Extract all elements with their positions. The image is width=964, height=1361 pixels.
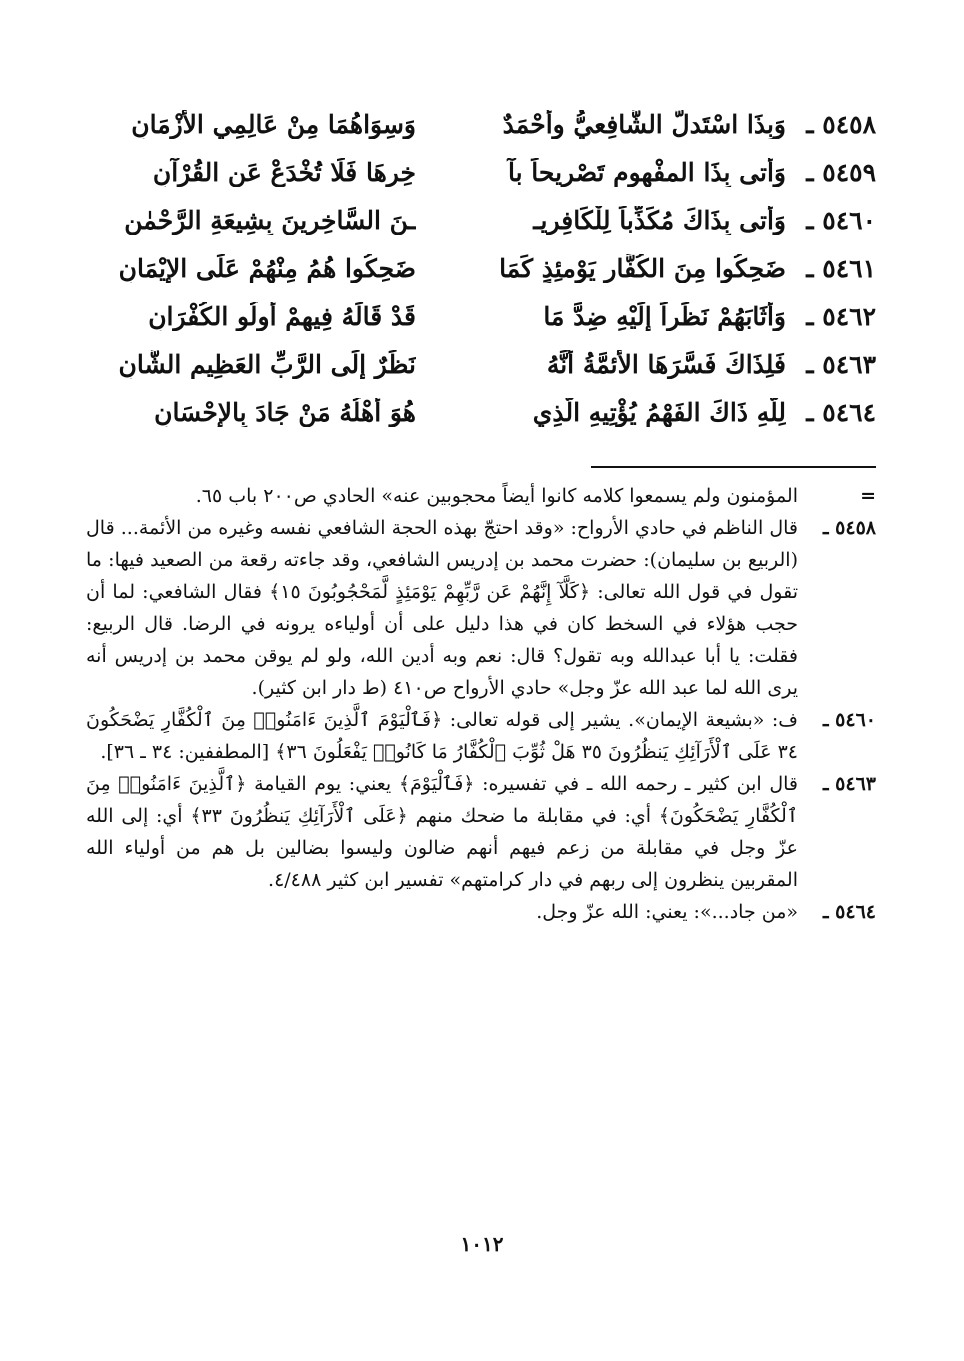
page-number: ١٠١٢ — [460, 1232, 504, 1256]
verse-first-hemistich: وَأتى بِذَاكَ مُكَذِّباً لِلْكَافِريـ — [533, 205, 786, 235]
footnote — [86, 512, 876, 704]
verse-number: ٥٤٦٢ ـ — [806, 301, 876, 331]
verse-number: ٥٤٦١ ـ — [806, 253, 876, 283]
verse-second-hemistich: ضَحِكُوا هُمُ مِنْهُمْ عَلَى الإيْمَانِ — [118, 253, 416, 283]
verse-second-hemistich: ـنَ السَّاخِرِينَ بِشِيعَةِ الرَّحْمٰنِ — [124, 205, 416, 235]
poem-verses — [76, 100, 876, 436]
footnotes — [86, 480, 876, 928]
footnote-text: قال الناظم في حادي الأرواح: «وقد احتجّ بهذه الحجة الشافعي نفسه وغيره من الأئمة... قال (الربيع بن سليمان): حضرت محمد بن إدريس الشافعي، وقد جاءته رقعة من الصعيد فيها: ما تقول في قول الله تعالى: ﴿كَلَّآ إِنَّهُمْ عَن رَّبِّهِمْ يَوْمَئِذٍ لَّمَحْجُوبُونَ ١٥﴾ فقال الشافعي: لما أن حجب هؤلاء في السخط كان في هذا دليل على أن أولياءه يرونه في الرضا. قال الربيع: فقلت: يا أبا عبدالله وبه تقول؟ قال: نعم وبه أدين الله، ولو لم يوقن محمد بن إدريس أنه يرى الله لما عبد الله عزّ وجل» حادي الأرواح ص٤١٠ (ط دار ابن كثير). — [86, 517, 798, 699]
verse-first-hemistich: وَأَثَابَهُمْ نَظَراً إِلَيْهِ ضِدَّ مَا — [543, 301, 786, 331]
footnote — [86, 768, 876, 896]
footnote-text: ف: «بشيعة الإيمان». يشير إلى قوله تعالى: ﴿فَٱلْيَوْمَ ٱلَّذِينَ ءَامَنُوا۟ مِنَ ٱلْكُفَّارِ يَضْحَكُونَ ٣٤ عَلَى ٱلْأَرَآئِكِ يَنظُرُونَ ٣٥ هَلْ ثُوِّبَ ٱلْكُفَّارُ مَا كَانُوا۟ يَفْعَلُونَ ٣٦﴾ [المطففين: ٣٤ ـ ٣٦]. — [86, 709, 798, 763]
footnote — [86, 480, 876, 512]
footnote-text: «من جاد...»: يعني: الله عزّ وجل. — [536, 901, 798, 923]
verse-second-hemistich: نَظَرٌ إِلَى الرَّبِّ العَظِيمِ الشَّانِ — [118, 349, 416, 379]
footnote-text: قال ابن كثير ـ رحمه الله ـ في تفسيره: ﴿فَٱلْيَوْمَ﴾ يعني: يوم القيامة ﴿ٱلَّذِينَ ءَامَنُوا۟ مِنَ ٱلْكُفَّارِ يَضْحَكُونَ﴾ أي: في مقابلة ما ضحك منهم ﴿عَلَى ٱلْأَرَآئِكِ يَنظُرُونَ ٣٣﴾ أي: إلى الله عزّ وجل في مقابلة من زعم فيهم أنهم ضالون وليسوا بضالين بل هم من أولياء الله المقربين ينظرون إلى ربهم في دار كرامتهم» تفسير ابن كثير ٤/٤٨٨. — [86, 773, 798, 891]
verse-number: ٥٤٦٤ ـ — [806, 397, 876, 427]
footnote-number: ٥٤٦٤ ـ — [822, 901, 876, 923]
verse-row — [76, 148, 876, 196]
verse-row — [76, 196, 876, 244]
footnote-number: ٥٤٦٠ ـ — [822, 709, 876, 731]
verse-row — [76, 340, 876, 388]
verse-number: ٥٤٥٩ ـ — [806, 157, 876, 187]
verse-first-hemistich: لِلَّهِ ذَاكَ الفَهْمُ يُؤْتِيهِ الَّذِي — [532, 397, 786, 427]
footnote-text: المؤمنون ولم يسمعوا كلامه كانوا أيضاً محجوبين عنه» الحادي ص٢٠٠ باب ٦٥. — [195, 485, 798, 507]
verse-row — [76, 244, 876, 292]
verse-row — [76, 388, 876, 436]
footnote — [86, 704, 876, 768]
verse-second-hemistich: وَسِوَاهُمَا مِنْ عَالِمِي الأزْمَانِ — [131, 109, 416, 139]
footnote — [86, 896, 876, 928]
verse-second-hemistich: خِرهَا فَلَا تُخْدَعْ عَنِ القُرْآنِ — [152, 157, 416, 187]
footnote-number: = — [860, 485, 876, 507]
verse-first-hemistich: فَلِذَاكَ فَسَّرَهَا الأئمَّةُ أنَّهُ — [546, 349, 786, 379]
footnote-number: ٥٤٥٨ ـ — [822, 517, 876, 539]
verse-number: ٥٤٦٠ ـ — [806, 205, 876, 235]
verse-first-hemistich: وَأَتى بِذَا المفْهوم تَصْريحاً بآ — [508, 157, 786, 187]
verse-second-hemistich: هُوَ أهْلُهُ مَنْ جَادَ بِالإِحْسَانِ — [154, 397, 416, 427]
verse-row — [76, 100, 876, 148]
verse-first-hemistich: ضَحِكُوا مِنَ الكُفَّارِ يَوْمئِذٍ كَمَا — [499, 253, 786, 283]
verse-first-hemistich: وَبِذَا اسْتَدلَّ الشَّافِعيُّ وأحْمَدٌ — [502, 109, 786, 139]
verse-row — [76, 292, 876, 340]
verse-number: ٥٤٥٨ ـ — [806, 109, 876, 139]
footnote-divider — [591, 466, 876, 468]
verse-second-hemistich: قَدْ قَالَهُ فِيهِمْ أُولُو الكُفْرَانِ — [148, 301, 416, 331]
footnote-number: ٥٤٦٣ ـ — [822, 773, 876, 795]
verse-number: ٥٤٦٣ ـ — [806, 349, 876, 379]
